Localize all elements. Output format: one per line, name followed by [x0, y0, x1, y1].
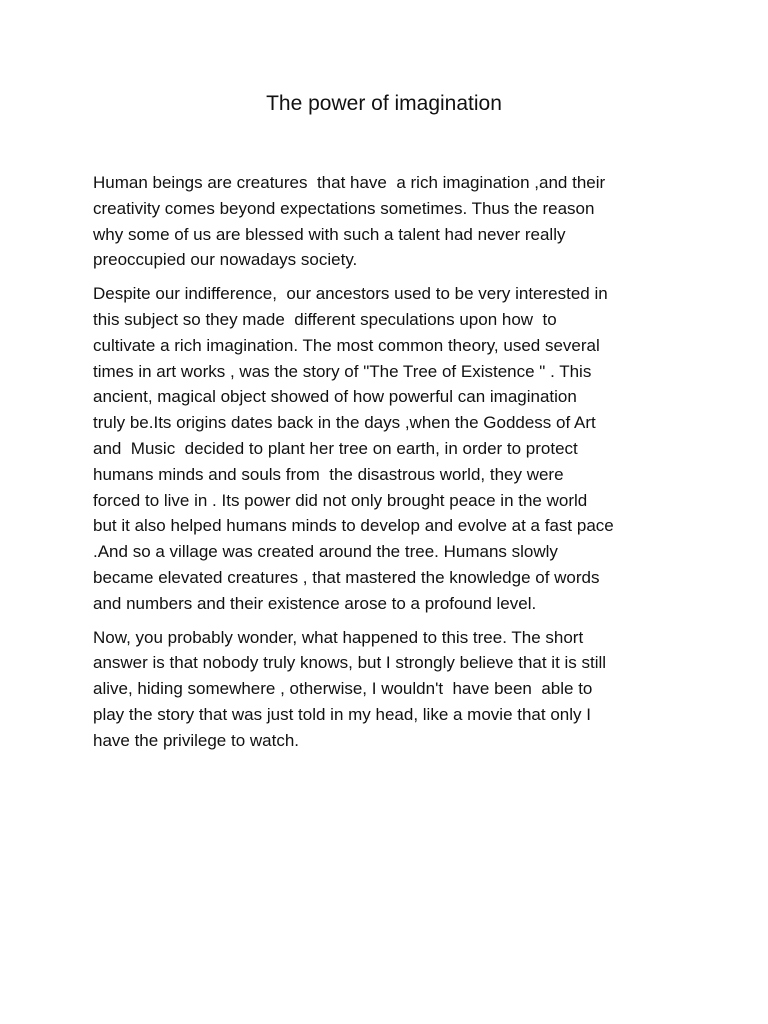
text-line: alive, hiding somewhere , otherwise, I wouldn't have been able to — [93, 679, 593, 699]
text-line: and Music decided to plant her tree on earth, in order to protect — [93, 438, 578, 458]
text-line: times in art works , was the story of "The Tree of Existence " . This — [93, 361, 592, 381]
text-line: why some of us are blessed with such a talent had never really — [93, 224, 566, 244]
text-line: Despite our indifference, our ancestors used to be very interested in — [93, 284, 608, 304]
text-line: Human beings are creatures that have a rich imagination ,and their — [93, 173, 606, 192]
text-line: creativity comes beyond expectations sometimes. Thus the reason — [93, 198, 595, 218]
text-line: forced to live in . Its power did not only brought peace in the world — [93, 490, 588, 510]
paragraph-1 — [93, 170, 678, 273]
text-line: .And so a village was created around the tree. Humans slowly — [93, 542, 558, 562]
text-line: ancient, magical object showed of how powerful can imagination — [93, 387, 577, 407]
text-line: cultivate a rich imagination. The most common theory, used several — [93, 335, 600, 355]
text-line: this subject so they made different speculations upon how to — [93, 309, 557, 329]
text-line: became elevated creatures , that mastered the knowledge of words — [93, 567, 600, 587]
text-line: answer is that nobody truly knows, but I strongly believe that it is still — [93, 653, 607, 673]
document-title: The power of imagination — [266, 92, 502, 115]
text-line: Now, you probably wonder, what happened to this tree. The short — [93, 627, 584, 647]
text-line: and numbers and their existence arose to a profound level. — [93, 593, 537, 613]
text-line: truly be.Its origins dates back in the days ,when the Goddess of Art — [93, 413, 596, 433]
text-line: preoccupied our nowadays society. — [93, 250, 358, 270]
text-line: but it also helped humans minds to develop and evolve at a fast pace — [93, 516, 614, 536]
text-line: have the privilege to watch. — [93, 730, 300, 750]
document-body — [93, 170, 678, 762]
paragraph-2 — [93, 281, 678, 616]
paragraph-3 — [93, 625, 678, 754]
text-line: humans minds and souls from the disastrous world, they were — [93, 464, 564, 484]
text-line: play the story that was just told in my head, like a movie that only I — [93, 704, 591, 724]
